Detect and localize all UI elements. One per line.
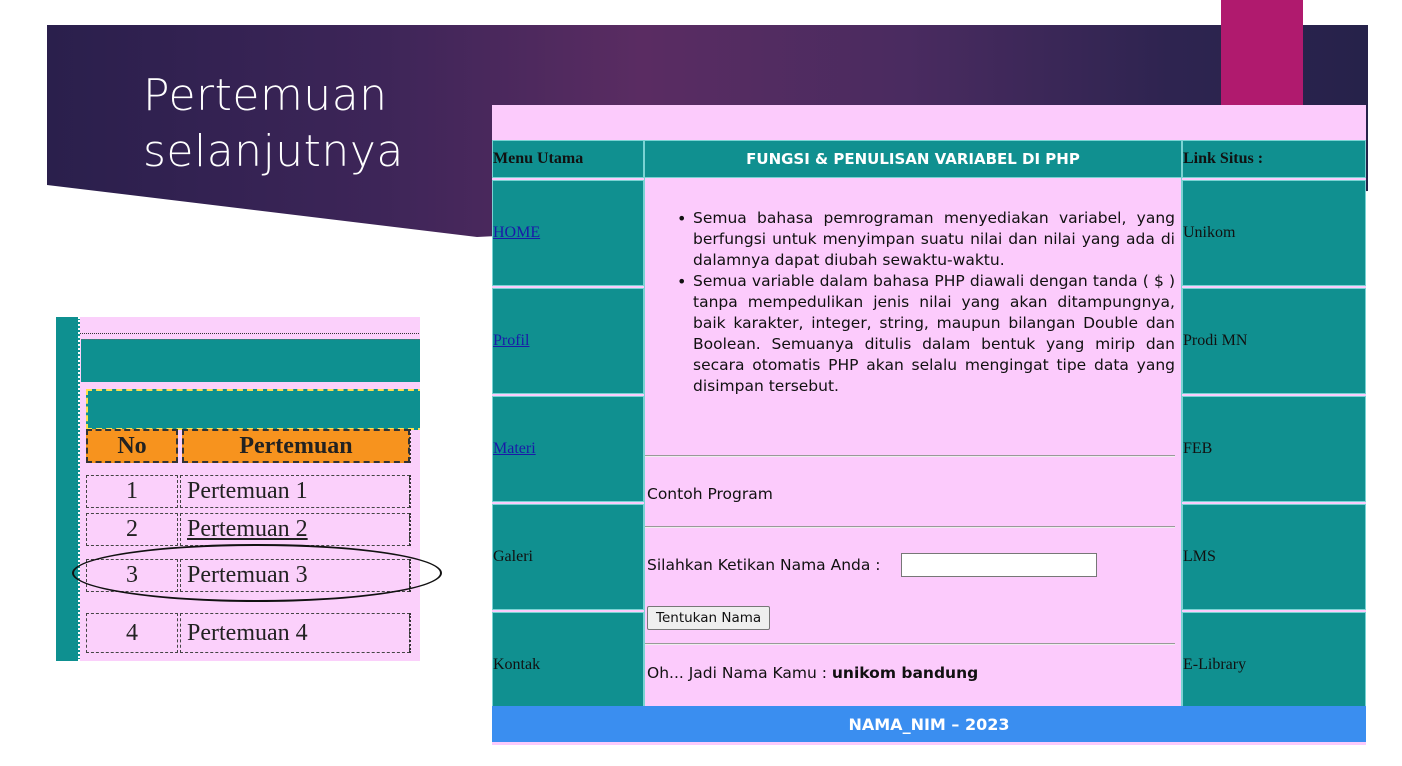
menu-item-materi[interactable] — [492, 396, 644, 502]
header-no: No — [86, 429, 178, 463]
table-edge — [409, 429, 420, 463]
menu-link-profil[interactable]: Profil — [493, 332, 530, 349]
teal-header-bar — [81, 339, 420, 382]
teal-side-strip — [56, 317, 80, 661]
row-name-highlighted[interactable]: Pertemuan 3 — [180, 559, 410, 592]
link-item-prodi: Prodi MN — [1182, 288, 1366, 394]
row-name[interactable]: Pertemuan 4 — [180, 613, 410, 653]
meeting-table-crop — [56, 317, 420, 661]
list-item: • Semua bahasa pemrograman menyediakan variabel, yang berfungsi untuk menyimpan suatu nilai dan nilai yang ada di dalamnya dapat diubah sewaktu-waktu. — [665, 208, 1175, 271]
menu-item-home[interactable] — [492, 180, 644, 286]
link-item-unikom: Unikom — [1182, 180, 1366, 286]
highlight-ellipse — [72, 544, 442, 602]
slide-title — [143, 68, 404, 180]
link-item-lms: LMS — [1182, 504, 1366, 610]
row-no: 3 — [86, 559, 178, 592]
menu-header: Menu Utama — [492, 140, 644, 178]
php-web-page — [492, 105, 1366, 745]
content-body — [644, 178, 1182, 706]
main-menu-column — [492, 140, 644, 718]
links-header: Link Situs : — [1182, 140, 1366, 178]
menu-link-home[interactable]: HOME — [493, 224, 541, 241]
divider — [645, 526, 1175, 528]
result-line — [647, 664, 978, 682]
result-name: unikom bandung — [831, 664, 979, 682]
link-item-elibrary: E-Library — [1182, 612, 1366, 718]
footer-edge — [492, 742, 1366, 745]
menu-link-materi[interactable]: Materi — [493, 440, 536, 457]
table-edge — [409, 513, 420, 546]
table-edge — [409, 613, 420, 653]
example-label: Contoh Program — [647, 485, 773, 503]
name-prompt: Silahkan Ketikan Nama Anda : — [647, 556, 881, 574]
menu-item-kontak: Kontak — [492, 612, 644, 718]
list-item: • Semua variable dalam bahasa PHP diawali dengan tanda ( $ ) tanpa mempedulikan jenis nilai yang akan ditampungnya, baik karakter, integer, string, maupun bilangan Double dan Boolean. Semuanya ditulis dalam bentuk yang mirip dan secara otomatis PHP akan selalu mengingat tipe data yang disimpan tersebut. — [665, 271, 1175, 397]
row-no: 2 — [86, 513, 178, 546]
name-input[interactable] — [901, 553, 1097, 577]
slide-title-line1: Pertemuan — [143, 70, 388, 121]
explanation-list — [665, 208, 1175, 397]
content-column — [644, 140, 1182, 706]
row-name[interactable]: Pertemuan 1 — [180, 475, 410, 508]
submit-name-button[interactable]: Tentukan Nama — [647, 606, 770, 630]
slide-accent-block — [1221, 0, 1303, 105]
row-no: 4 — [86, 613, 178, 653]
row-no: 1 — [86, 475, 178, 508]
row-name[interactable]: Pertemuan 2 — [180, 513, 410, 546]
menu-item-profil[interactable] — [492, 288, 644, 394]
link-item-feb: FEB — [1182, 396, 1366, 502]
slide-title-line2: selanjutnya — [143, 126, 404, 177]
result-prefix: Oh... Jadi Nama Kamu : — [647, 664, 827, 682]
table-edge — [409, 475, 420, 508]
dotted-border — [78, 317, 420, 334]
page-footer: NAMA_NIM – 2023 — [492, 706, 1366, 742]
table-caption-bar — [86, 389, 420, 430]
page-title: FUNGSI & PENULISAN VARIABEL DI PHP — [644, 140, 1182, 178]
divider — [645, 643, 1175, 645]
links-column — [1182, 140, 1366, 718]
menu-item-galeri: Galeri — [492, 504, 644, 610]
divider — [645, 455, 1175, 457]
header-pertemuan: Pertemuan — [182, 429, 410, 463]
